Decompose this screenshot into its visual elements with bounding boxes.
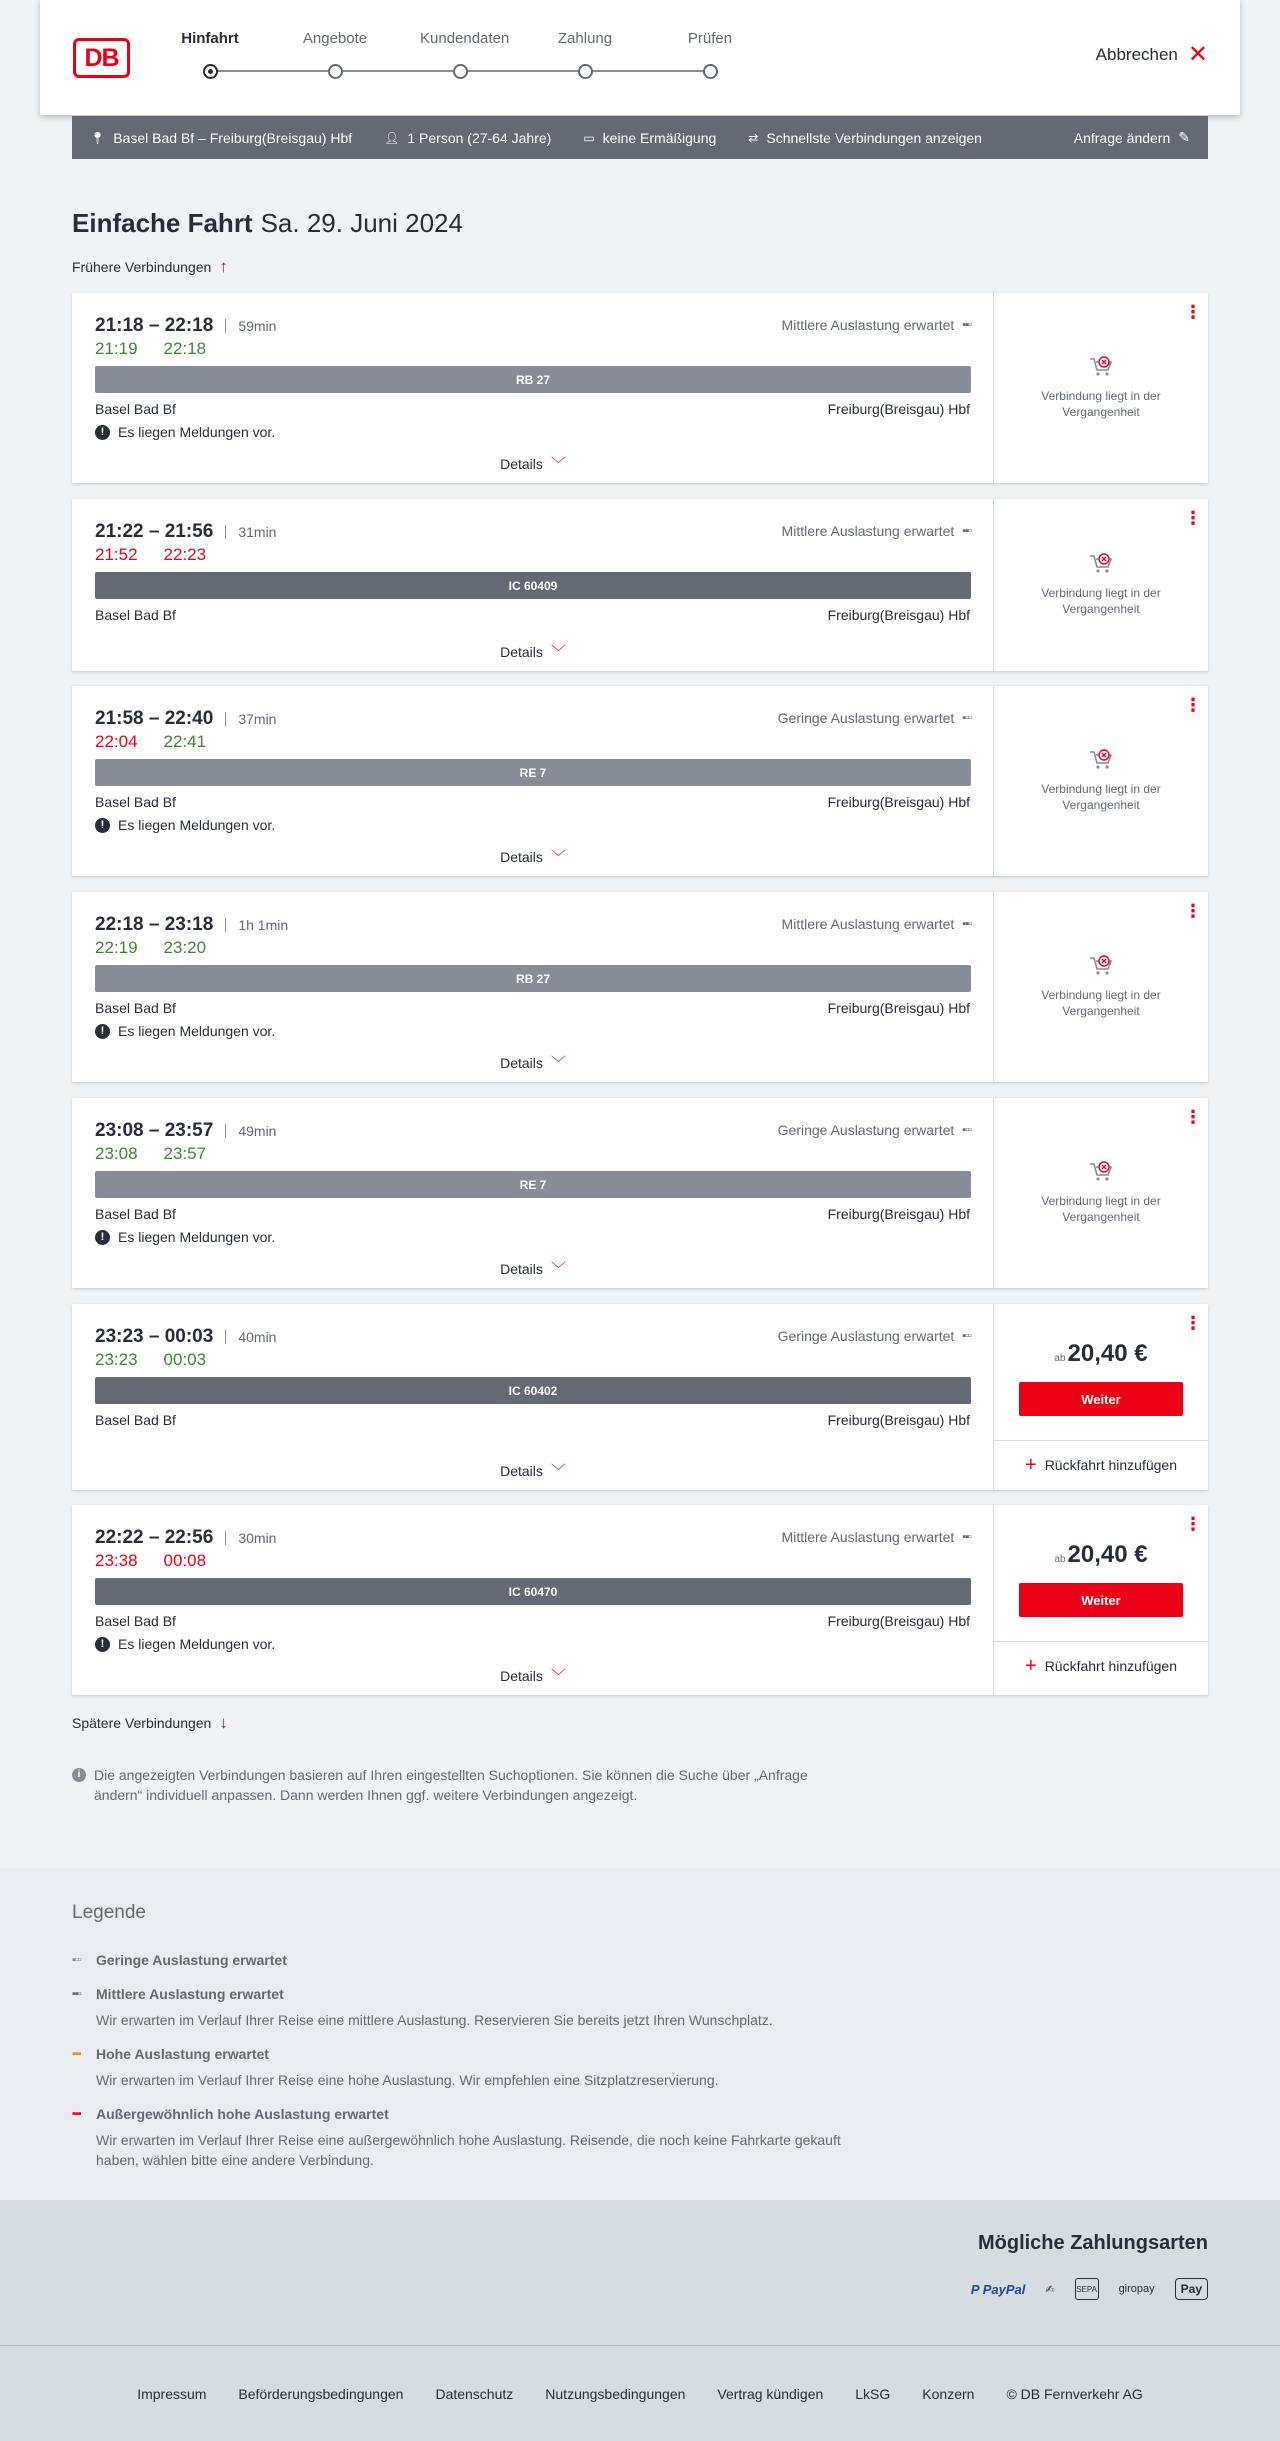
alert-icon: ! [95,818,110,833]
occupancy-info [782,916,971,932]
footer-links [0,2345,1280,2441]
connection-main [72,1505,994,1695]
connection-card[interactable] [72,686,1208,876]
info-note [72,1765,852,1805]
cart-unavailable-icon [1088,354,1114,380]
details-label: Details [500,455,543,472]
price [994,1340,1208,1368]
chevron-down-icon: ﹀ [550,1668,566,1685]
giropay-icon: giropay [1118,2283,1155,2295]
step-label: Kundendaten [420,30,510,47]
past-connection-notice [994,747,1208,813]
train-bar[interactable]: IC 60402 [95,1377,971,1404]
step-zahlung [545,30,625,52]
offer-panel [994,892,1208,1082]
step-dot [203,64,218,79]
details-label: Details [500,1462,543,1479]
details-label: Details [500,1260,543,1277]
connection-card[interactable] [72,1098,1208,1288]
legend-item [72,1986,852,2030]
occupancy-info [782,1529,971,1545]
legend-label: Außergewöhnlich hohe Auslastung erwartet [96,2106,389,2122]
low-occupancy-icon: ▪▫▫ [962,1330,971,1342]
details-toggle[interactable] [72,1258,994,1279]
details-toggle[interactable] [72,1665,994,1686]
realtime-times [95,938,206,958]
discount-summary [583,130,716,146]
past-connection-notice [994,1159,1208,1225]
legend-title: Legende [72,1902,146,1923]
chevron-down-icon: ﹀ [550,849,566,866]
close-icon: ✕ [1187,41,1208,68]
occupancy-info [778,1328,971,1344]
credit-card-signature-icon: ✍ [1045,2283,1055,2296]
destination-station: Freiburg(Breisgau) Hbf [827,1412,970,1428]
search-summary-bar [72,116,1208,159]
connection-main [72,293,994,483]
step-dot [328,64,343,79]
medium-occupancy-icon: ▪▪▫ [962,1531,971,1543]
past-connection-notice [994,551,1208,617]
connection-card[interactable] [72,499,1208,671]
past-connection-notice [994,953,1208,1019]
step-dot [453,64,468,79]
origin-station: Basel Bad Bf [95,607,176,623]
origin-station: Basel Bad Bf [95,1613,176,1629]
realtime-departure: 21:19 [95,339,138,358]
more-options-icon[interactable]: ⋮ [1184,695,1202,715]
legend-label: Hohe Auslastung erwartet [96,2046,269,2062]
edit-label: Anfrage ändern [1073,129,1171,146]
connection-card[interactable] [72,1304,1208,1490]
legend-text: Wir erwarten im Verlauf Ihrer Reise eine mittlere Auslastung. Reservieren Sie bereits jetzt Ihren Wunschplatz. [96,2012,773,2028]
legend-item-head [72,2046,852,2062]
train-bar[interactable]: IC 60470 [95,1578,971,1605]
step-label: Angebote [302,30,368,47]
legend-item-head [72,1986,852,2002]
add-return-button[interactable] [994,1641,1208,1690]
medium-occupancy-icon: ▪▪▫ [962,525,971,537]
payment-icons [971,2278,1208,2300]
destination-station: Freiburg(Breisgau) Hbf [827,1000,970,1016]
time-range: 23:08 – 23:57 [95,1120,214,1141]
more-options-icon[interactable]: ⋮ [1184,302,1202,322]
scheduled-times [95,521,276,543]
low-occupancy-icon: ▪▫▫ [962,1124,971,1136]
details-label: Details [500,643,543,660]
details-toggle[interactable] [72,1460,994,1481]
destination-station: Freiburg(Breisgau) Hbf [827,1206,970,1222]
step-label: Prüfen [687,30,733,47]
duration: 49min [225,1124,276,1138]
time-range: 22:22 – 22:56 [95,1527,214,1548]
past-text: Verbindung liegt in der Vergangenheit [1041,586,1161,616]
cancel-label: Abbrechen [1095,45,1178,64]
connection-main [72,499,994,671]
destination-station: Freiburg(Breisgau) Hbf [827,607,970,623]
footer-link[interactable]: Konzern [922,2385,975,2402]
occupancy-info [778,710,971,726]
train-bar[interactable]: RE 7 [95,1171,971,1198]
cart-unavailable-icon [1088,953,1114,979]
occupancy-level-icon: ▪▫▫ [72,1954,81,1966]
occupancy-text: Geringe Auslastung erwartet [777,1122,955,1138]
price-value: 20,40 € [1067,1340,1148,1367]
connection-main [72,892,994,1082]
step-kundendaten [420,30,510,52]
price-value: 20,40 € [1067,1541,1148,1568]
message-notice [95,424,275,440]
scheduled-times [95,315,276,337]
earlier-connections-link[interactable] [72,257,228,277]
message-notice [95,1229,275,1245]
legend-item [72,2106,852,2170]
option-summary [748,130,982,146]
offer-panel [994,1505,1208,1695]
arrow-down-icon: ↓ [219,1713,228,1732]
message-notice [95,1023,275,1039]
destination-station: Freiburg(Breisgau) Hbf [827,794,970,810]
later-label: Spätere Verbindungen [72,1715,212,1731]
occupancy-text: Geringe Auslastung erwartet [777,1328,955,1344]
realtime-arrival: 22:18 [163,339,207,358]
message-text: Es liegen Meldungen vor. [118,424,276,440]
occupancy-level-icon: ▪▪▪ [72,2108,81,2120]
time-range: 22:18 – 23:18 [95,914,214,935]
message-text: Es liegen Meldungen vor. [118,1023,276,1039]
cart-unavailable-icon [1088,747,1114,773]
details-toggle[interactable] [72,846,994,867]
train-bar[interactable]: RB 27 [95,965,971,992]
more-options-icon[interactable]: ⋮ [1184,1313,1202,1333]
plus-icon: + [1025,1454,1037,1476]
legend-section [0,1868,1280,2200]
price-prefix: ab [1054,1353,1066,1364]
apple-pay-icon: Pay [1175,2278,1208,2300]
footer-link[interactable]: Nutzungsbedingungen [545,2385,686,2402]
offer-panel [994,1098,1208,1288]
route-summary [90,130,352,146]
time-range: 21:58 – 22:40 [95,708,214,729]
top-header [40,0,1240,115]
realtime-departure: 22:19 [95,938,138,957]
info-icon: i [72,1768,86,1782]
time-range: 21:22 – 21:56 [95,521,214,542]
paypal-icon: P PayPal [970,2281,1026,2297]
medium-occupancy-icon: ▪▪▫ [962,319,971,331]
connection-card[interactable] [72,293,1208,483]
realtime-departure: 23:38 [95,1551,138,1570]
payment-title: Mögliche Zahlungsarten [977,2232,1208,2254]
chevron-down-icon: ﹀ [550,456,566,473]
realtime-departure: 21:52 [95,545,138,564]
edit-request-button[interactable] [1074,129,1190,146]
more-options-icon[interactable]: ⋮ [1184,508,1202,528]
occupancy-info [782,523,971,539]
scheduled-times [95,914,288,936]
past-text: Verbindung liegt in der Vergangenheit [1041,988,1161,1018]
alert-icon: ! [95,1637,110,1652]
origin-station: Basel Bad Bf [95,1206,176,1222]
destination-station: Freiburg(Breisgau) Hbf [827,401,970,417]
cart-unavailable-icon [1088,551,1114,577]
occupancy-info [782,317,971,333]
duration: 30min [225,1531,276,1545]
earlier-label: Frühere Verbindungen [72,259,212,275]
continue-button[interactable]: Weiter [1019,1583,1183,1617]
time-range: 23:23 – 00:03 [95,1326,214,1347]
realtime-arrival: 23:57 [163,1144,207,1163]
more-options-icon[interactable]: ⋮ [1184,901,1202,921]
price-prefix: ab [1054,1554,1066,1565]
alert-icon: ! [95,1230,110,1245]
price [994,1541,1208,1569]
duration: 31min [225,525,276,539]
connection-card[interactable] [72,1505,1208,1695]
legend-item [72,2046,852,2090]
occupancy-level-icon: ▪▪▫ [72,1988,81,2000]
page-title [72,208,463,239]
duration: 37min [225,712,276,726]
realtime-times [95,1144,206,1164]
legend-text: Wir erwarten im Verlauf Ihrer Reise eine außergewöhnlich hohe Auslastung. Reisende, die noch keine Fahrkarte gekauft haben, wählen bitte eine andere Verbindung. [96,2132,841,2168]
past-connection-notice [994,354,1208,420]
plus-icon: + [1025,1655,1037,1677]
alert-icon: ! [95,1024,110,1039]
legend-text: Wir erwarten im Verlauf Ihrer Reise eine hohe Auslastung. Wir empfehlen eine Sitzplatzreservierung. [96,2072,719,2088]
offer-panel [994,499,1208,671]
realtime-departure: 23:08 [95,1144,138,1163]
offer-panel [994,686,1208,876]
trip-date: Sa. 29. Juni 2024 [260,208,463,238]
legend-item-head [72,2106,852,2122]
train-bar[interactable]: IC 60409 [95,572,971,599]
duration: 1h 1min [225,918,288,932]
past-text: Verbindung liegt in der Vergangenheit [1041,389,1161,419]
footer-link[interactable]: Vertrag kündigen [717,2385,824,2402]
details-toggle[interactable] [72,1052,994,1073]
destination-station: Freiburg(Breisgau) Hbf [827,1613,970,1629]
step-angebote [295,30,375,52]
low-occupancy-icon: ▪▫▫ [962,712,971,724]
step-pruefen [670,30,750,52]
realtime-arrival: 00:03 [163,1350,207,1369]
cart-unavailable-icon [1088,1159,1114,1185]
progress-stepper [170,30,750,90]
chevron-down-icon: ﹀ [550,1055,566,1072]
realtime-times [95,1551,206,1571]
later-connections-link[interactable] [72,1713,228,1733]
origin-station: Basel Bad Bf [95,401,176,417]
realtime-arrival: 23:20 [163,938,207,957]
occupancy-level-icon: ▪▪▪ [72,2048,81,2060]
add-return-label: Rückfahrt hinzufügen [1044,1457,1177,1473]
details-label: Details [500,848,543,865]
offer-panel [994,293,1208,483]
duration: 59min [225,319,276,333]
continue-button[interactable]: Weiter [1019,1382,1183,1416]
scheduled-times [95,1120,276,1142]
alert-icon: ! [95,425,110,440]
chevron-down-icon: ﹀ [550,644,566,661]
legend-label: Geringe Auslastung erwartet [96,1952,287,1968]
card-icon: ▭ [583,130,595,145]
time-range: 21:18 – 22:18 [95,315,214,336]
footer-link[interactable]: © DB Fernverkehr AG [1006,2385,1143,2402]
occupancy-info [778,1122,971,1138]
realtime-times [95,339,206,359]
duration: 40min [225,1330,276,1344]
occupancy-text: Mittlere Auslastung erwartet [781,523,955,539]
train-bar[interactable]: RE 7 [95,759,971,786]
occupancy-text: Mittlere Auslastung erwartet [781,1529,955,1545]
realtime-arrival: 22:23 [163,545,207,564]
legend-label: Mittlere Auslastung erwartet [96,1986,284,2002]
details-toggle[interactable] [72,641,994,662]
step-dot [578,64,593,79]
origin-station: Basel Bad Bf [95,1000,176,1016]
arrow-up-icon: ↑ [219,257,228,276]
realtime-departure: 23:23 [95,1350,138,1369]
connection-main [72,686,994,876]
realtime-arrival: 00:08 [163,1551,207,1570]
train-bar[interactable]: RB 27 [95,366,971,393]
trip-type: Einfache Fahrt [72,208,253,238]
scheduled-times [95,1326,276,1348]
person-icon: 👤︎ [384,130,400,145]
persons-summary [384,130,551,146]
message-notice [95,817,275,833]
sepa-icon: SEPA [1075,2278,1099,2300]
step-label: Zahlung [557,30,613,47]
past-text: Verbindung liegt in der Vergangenheit [1041,1194,1161,1224]
footer-link[interactable]: LkSG [855,2385,891,2402]
message-text: Es liegen Meldungen vor. [118,1636,276,1652]
origin-station: Basel Bad Bf [95,794,176,810]
offer-panel [994,1304,1208,1490]
step-label: Hinfahrt [181,30,239,47]
discount-text: keine Ermäßigung [602,129,717,146]
occupancy-text: Mittlere Auslastung erwartet [781,317,955,333]
message-text: Es liegen Meldungen vor. [118,1229,276,1245]
connection-main [72,1098,994,1288]
message-notice [95,1636,275,1652]
origin-station: Basel Bad Bf [95,1412,176,1428]
details-label: Details [500,1667,543,1684]
info-text: Die angezeigten Verbindungen basieren auf Ihren eingestellten Suchoptionen. Sie können die Suche über „Anfrage ändern“ individuell anpassen. Dann werden Ihnen ggf. weitere Verbindungen angezeigt. [94,1767,808,1803]
pencil-icon: ✎ [1178,129,1190,145]
details-label: Details [500,1054,543,1071]
realtime-arrival: 22:41 [163,732,207,751]
step-dot [703,64,718,79]
route-text: Basel Bad Bf – Freiburg(Breisgau) Hbf [113,129,353,146]
more-options-icon[interactable]: ⋮ [1184,1514,1202,1534]
footer-link[interactable]: Impressum [137,2385,207,2402]
add-return-label: Rückfahrt hinzufügen [1044,1658,1177,1674]
medium-occupancy-icon: ▪▪▫ [962,918,971,930]
footer-link[interactable]: Datenschutz [435,2385,514,2402]
swap-icon: ⇄ [748,130,759,145]
legend-item-head [72,1952,852,1968]
persons-text: 1 Person (27-64 Jahre) [407,129,552,146]
footer-link[interactable]: Beförderungsbedingungen [238,2385,404,2402]
more-options-icon[interactable]: ⋮ [1184,1107,1202,1127]
details-toggle[interactable] [72,453,994,474]
connection-main [72,1304,994,1490]
realtime-times [95,545,206,565]
legend-item [72,1952,852,1968]
db-logo[interactable]: DB [73,38,130,78]
connection-card[interactable] [72,892,1208,1082]
realtime-departure: 22:04 [95,732,138,751]
occupancy-text: Geringe Auslastung erwartet [777,710,955,726]
scheduled-times [95,1527,276,1549]
location-pin-icon: 📍︎ [90,130,106,145]
payment-methods-section [0,2200,1280,2345]
realtime-times [95,1350,206,1370]
option-text: Schnellste Verbindungen anzeigen [766,129,982,146]
cancel-button[interactable] [1095,41,1208,68]
add-return-button[interactable] [994,1440,1208,1489]
chevron-down-icon: ﹀ [550,1261,566,1278]
realtime-times [95,732,206,752]
past-text: Verbindung liegt in der Vergangenheit [1041,782,1161,812]
step-hinfahrt[interactable] [170,30,250,52]
occupancy-text: Mittlere Auslastung erwartet [781,916,955,932]
chevron-down-icon: ﹀ [550,1463,566,1480]
scheduled-times [95,708,276,730]
message-text: Es liegen Meldungen vor. [118,817,276,833]
